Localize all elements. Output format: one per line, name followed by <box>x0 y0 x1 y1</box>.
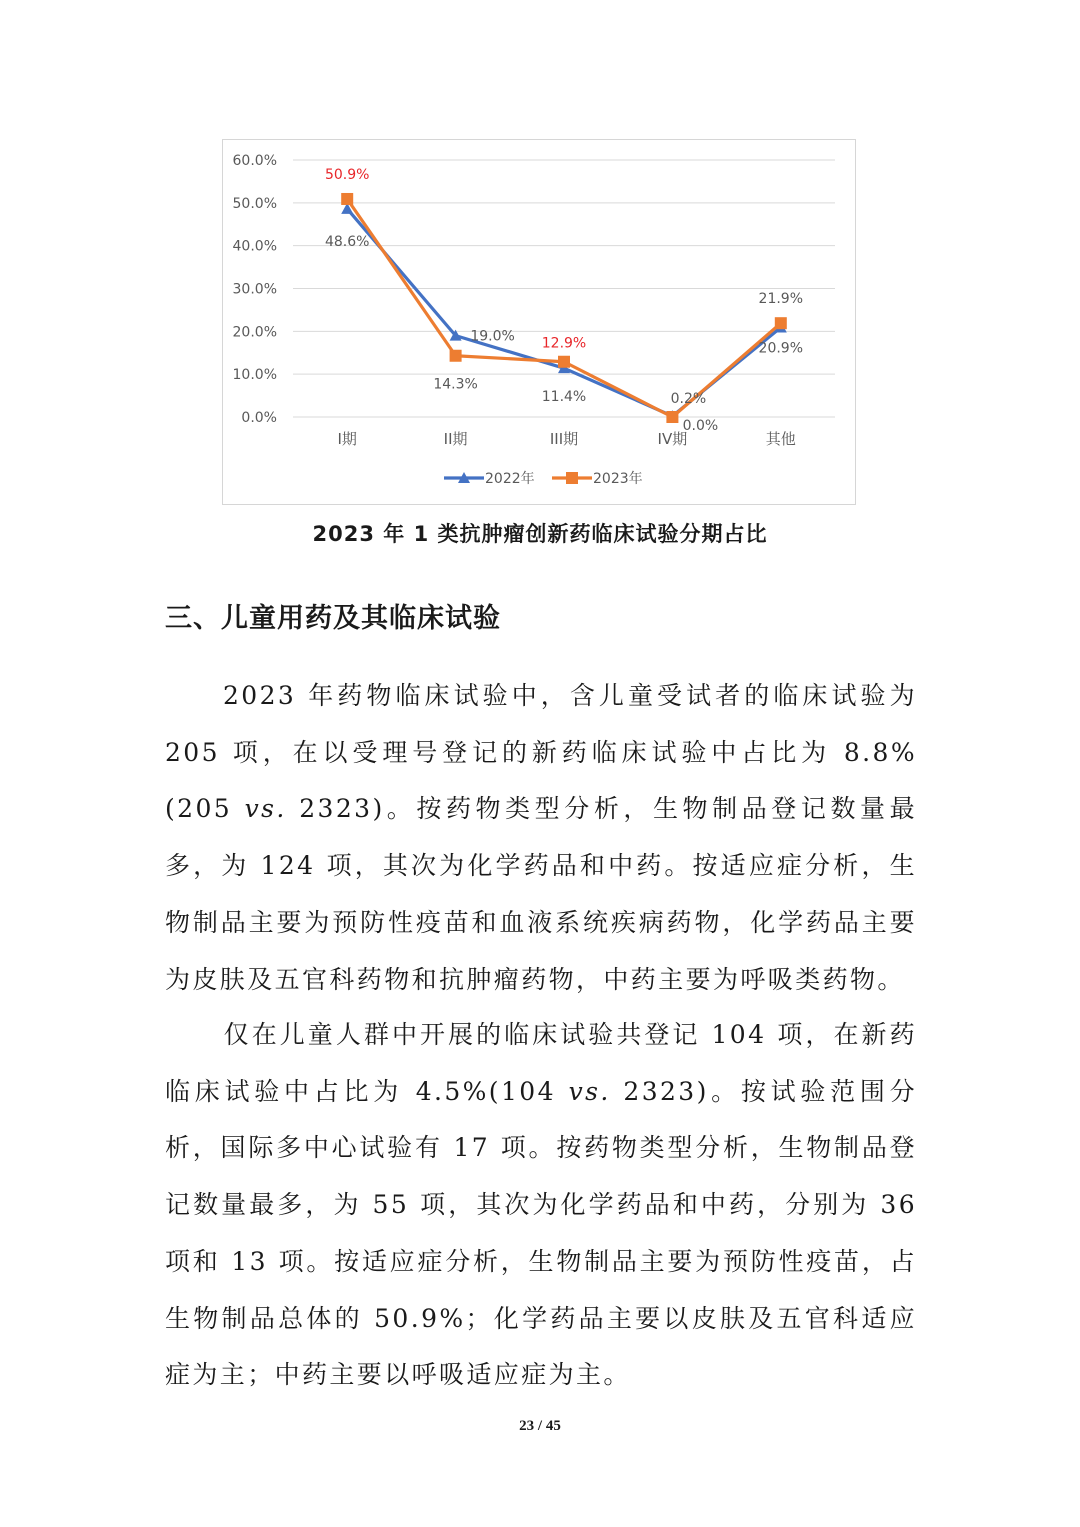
x-tick-label: II期 <box>443 430 468 448</box>
y-tick-label: 10.0% <box>232 367 277 384</box>
y-tick-label: 30.0% <box>232 281 277 298</box>
y-tick-label: 20.0% <box>232 324 277 341</box>
section-title: 三、儿童用药及其临床试验 <box>165 603 501 634</box>
series-line-2023年 <box>347 199 781 417</box>
x-tick-label: III期 <box>549 430 579 448</box>
data-label: 19.0% <box>470 328 515 345</box>
marker-square <box>666 411 678 423</box>
gridlines <box>293 160 835 417</box>
data-labels <box>325 167 803 434</box>
data-label: 12.9% <box>541 335 587 352</box>
data-label: 48.6% <box>324 233 370 250</box>
data-label: 0.0% <box>682 418 719 434</box>
y-tick-label: 0.0% <box>241 410 277 426</box>
data-label: 21.9% <box>758 291 804 308</box>
x-tick-label: I期 <box>337 430 357 448</box>
para2-text-b: 2323)。按试验范围分析，国际多中心试验有 17 项。按药物类型分析，生物制品登记数量最多，为 55 项，其次为化学药品和中药，分别为 36 项和 13 项。按适应症分析，生物制品主要为预防性疫苗，占生物制品总体的 50.9%；化学药品主要以皮肤及五官科适应症为主；中药主要以呼吸适应症为主。 <box>165 1076 918 1390</box>
y-tick-label: 60.0% <box>232 153 277 169</box>
page-number: 23 / 45 <box>519 1418 561 1434</box>
para2-vs: vs. <box>568 1076 611 1106</box>
paragraph-pediatric-only-trials <box>165 1007 917 1404</box>
para1-text-b: 2323)。按药物类型分析，生物制品登记数量最多，为 124 项，其次为化学药品和中药。按适应症分析，生物制品主要为预防性疫苗和血液系统疾病药物，化学药品主要为皮肤及五官科药物和抗肿瘤药物，中药主要为呼吸类药物。 <box>165 794 917 994</box>
data-label: 20.9% <box>758 340 804 357</box>
data-label: 0.2% <box>670 391 707 408</box>
legend-label: 2023年 <box>593 471 643 487</box>
para1-vs: vs. <box>244 794 287 824</box>
marker-square <box>341 193 353 205</box>
y-tick-label: 40.0% <box>232 238 277 255</box>
x-tick-label: IV期 <box>657 430 688 448</box>
chart-caption: 2023 年 1 类抗肿瘤创新药临床试验分期占比 <box>312 522 768 546</box>
data-label: 50.9% <box>324 166 370 183</box>
data-label: 11.4% <box>541 389 587 406</box>
marker-square <box>558 356 570 368</box>
line-chart <box>223 140 857 506</box>
x-tick-label: 其他 <box>765 430 796 448</box>
series-line-2022年 <box>347 209 781 416</box>
y-tick-label: 50.0% <box>232 195 277 212</box>
para1-text-a: 2023 年药物临床试验中，含儿童受试者的临床试验为 205 项，在以受理号登记的新药临床试验中占比为 8.8%(205 <box>165 681 917 824</box>
chart-frame <box>222 139 856 505</box>
para2-text-a: 仅在儿童人群中开展的临床试验共登记 104 项，在新药临床试验中占比为 4.5%(104 <box>165 1020 917 1106</box>
legend-label: 2022年 <box>485 471 535 487</box>
paragraph-pediatric-trials <box>165 668 917 1008</box>
marker-square <box>775 317 787 329</box>
data-label: 14.3% <box>433 376 478 393</box>
axes <box>233 153 796 448</box>
marker-square <box>450 350 462 362</box>
legend <box>444 470 643 487</box>
legend-marker-square <box>566 472 578 484</box>
